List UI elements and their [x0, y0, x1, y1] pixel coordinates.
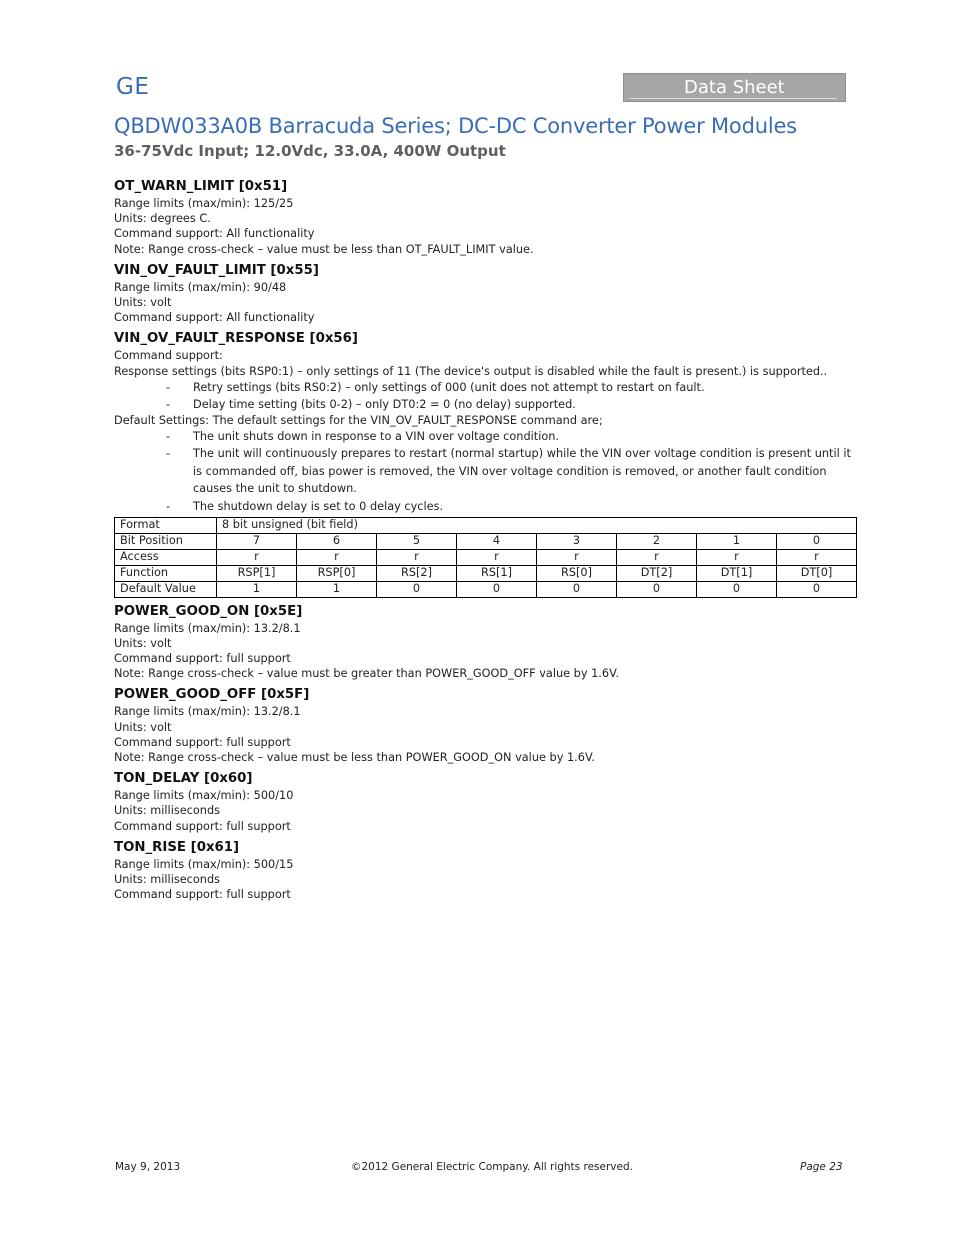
section-ot-warn-limit — [114, 179, 856, 257]
note-line: Note: Range cross-check – value must be less than POWER_GOOD_ON value by 1.6V. — [114, 750, 595, 764]
note-line: Note: Range cross-check – value must be less than OT_FAULT_LIMIT value. — [114, 242, 534, 256]
command-support-line: Command support: full support — [114, 888, 291, 902]
bullet-dash: - — [166, 499, 171, 513]
table-cell: 0 — [457, 581, 537, 597]
list-item-text: The shutdown delay is set to 0 delay cycles. — [193, 499, 444, 513]
table-row — [115, 565, 857, 581]
table-cell-label: Access — [115, 549, 217, 565]
range-limits-line: Range limits (max/min): 500/10 — [114, 789, 294, 803]
table-cell: 0 — [377, 581, 457, 597]
table-cell: r — [537, 549, 617, 565]
table-cell: 7 — [217, 533, 297, 549]
table-row — [115, 581, 857, 597]
table-cell: 0 — [777, 533, 857, 549]
bullet-dash: - — [166, 380, 171, 394]
section-heading: POWER_GOOD_OFF [0x5F] — [114, 687, 310, 703]
range-limits-line: Range limits (max/min): 90/48 — [114, 280, 287, 294]
footer-page-number: Page 23 — [800, 1161, 843, 1173]
section-vin-ov-fault-response — [114, 331, 856, 597]
bit-field-table — [114, 517, 857, 598]
section-ton-delay — [114, 771, 856, 834]
section-vin-ov-fault-limit — [114, 263, 856, 326]
table-cell: r — [217, 549, 297, 565]
list-item-text: The unit will continuously prepares to restart (normal startup) while the VIN over voltage condition is present until it is commanded off, bias power is removed, the VIN over voltage condition is removed, or another fault condition causes the unit to shutdown. — [193, 447, 851, 496]
table-cell: 0 — [697, 581, 777, 597]
table-cell: RS[1] — [457, 565, 537, 581]
section-heading: TON_DELAY [0x60] — [114, 771, 253, 787]
bullet-dash: - — [166, 430, 171, 444]
command-support-line: Command support: All functionality — [114, 311, 315, 325]
table-row — [115, 549, 857, 565]
table-cell: 0 — [617, 581, 697, 597]
command-support-line: Command support: full support — [114, 735, 291, 749]
ge-logo: GE — [116, 74, 150, 100]
table-cell: 1 — [697, 533, 777, 549]
table-cell: DT[2] — [617, 565, 697, 581]
bullet-dash: - — [166, 397, 171, 411]
default-settings-line: Default Settings: The default settings for the VIN_OV_FAULT_RESPONSE command are; — [114, 413, 603, 427]
section-heading: VIN_OV_FAULT_RESPONSE [0x56] — [114, 331, 358, 347]
table-cell: 2 — [617, 533, 697, 549]
units-line: Units: volt — [114, 720, 172, 734]
response-settings-line: Response settings (bits RSP0:1) – only settings of 11 (The device's output is disabled while the fault is present.) is supported.. — [114, 364, 828, 378]
list-item-text: Retry settings (bits RS0:2) – only settings of 000 (unit does not attempt to restart on fault. — [193, 380, 705, 394]
section-power-good-off — [114, 687, 856, 765]
section-ton-rise — [114, 840, 856, 903]
table-cell: 0 — [537, 581, 617, 597]
table-cell: r — [457, 549, 537, 565]
units-line: Units: volt — [114, 636, 172, 650]
table-cell: RS[0] — [537, 565, 617, 581]
table-cell: r — [297, 549, 377, 565]
bullet-dash: - — [166, 447, 171, 461]
list-item — [114, 445, 856, 498]
section-heading: VIN_OV_FAULT_LIMIT [0x55] — [114, 262, 319, 278]
section-heading: OT_WARN_LIMIT [0x51] — [114, 179, 288, 194]
command-support-line: Command support: full support — [114, 819, 291, 833]
note-line: Note: Range cross-check – value must be greater than POWER_GOOD_OFF value by 1.6V. — [114, 667, 619, 681]
table-cell: 1 — [297, 581, 377, 597]
tab-underline — [630, 98, 837, 99]
table-cell: DT[0] — [777, 565, 857, 581]
table-row — [115, 533, 857, 549]
table-cell: 5 — [377, 533, 457, 549]
table-cell-label: Format — [115, 517, 217, 533]
table-cell: DT[1] — [697, 565, 777, 581]
table-cell: 4 — [457, 533, 537, 549]
table-cell: 0 — [777, 581, 857, 597]
section-power-good-on — [114, 604, 856, 682]
command-support-line: Command support: — [114, 349, 223, 363]
page-content — [114, 179, 856, 902]
table-cell-label: Bit Position — [115, 533, 217, 549]
table-cell: RS[2] — [377, 565, 457, 581]
section-heading: TON_RISE [0x61] — [114, 839, 240, 855]
data-sheet-tab — [623, 73, 846, 102]
table-cell: r — [617, 549, 697, 565]
range-limits-line: Range limits (max/min): 13.2/8.1 — [114, 621, 301, 635]
table-cell: r — [697, 549, 777, 565]
section-heading: POWER_GOOD_ON [0x5E] — [114, 603, 303, 619]
command-support-line: Command support: All functionality — [114, 227, 315, 241]
command-support-line: Command support: full support — [114, 651, 291, 665]
list-item — [114, 428, 856, 445]
footer-copyright: ©2012 General Electric Company. All rights reserved. — [351, 1161, 633, 1173]
table-cell: 3 — [537, 533, 617, 549]
table-row-format — [115, 517, 857, 533]
table-cell: r — [377, 549, 457, 565]
list-item — [114, 396, 856, 413]
table-cell-format-value: 8 bit unsigned (bit field) — [217, 517, 857, 533]
list-item-text: The unit shuts down in response to a VIN over voltage condition. — [193, 430, 560, 444]
list-item-text: Delay time setting (bits 0-2) – only DT0:2 = 0 (no delay) supported. — [193, 397, 576, 411]
list-item — [114, 498, 856, 515]
table-cell-label: Default Value — [115, 581, 217, 597]
list-item — [114, 379, 856, 396]
table-cell: RSP[0] — [297, 565, 377, 581]
table-cell-label: Function — [115, 565, 217, 581]
document-title: QBDW033A0B Barracuda Series; DC-DC Converter Power Modules — [114, 114, 797, 138]
data-sheet-label: Data Sheet — [684, 77, 785, 98]
table-cell: RSP[1] — [217, 565, 297, 581]
range-limits-line: Range limits (max/min): 125/25 — [114, 197, 294, 210]
footer-date: May 9, 2013 — [115, 1161, 181, 1173]
units-line: Units: milliseconds — [114, 872, 221, 886]
units-line: Units: degrees C. — [114, 212, 211, 226]
units-line: Units: milliseconds — [114, 804, 221, 818]
table-cell: 6 — [297, 533, 377, 549]
units-line: Units: volt — [114, 296, 172, 310]
table-cell: 1 — [217, 581, 297, 597]
range-limits-line: Range limits (max/min): 13.2/8.1 — [114, 705, 301, 719]
range-limits-line: Range limits (max/min): 500/15 — [114, 857, 294, 871]
table-cell: r — [777, 549, 857, 565]
document-subtitle: 36-75Vdc Input; 12.0Vdc, 33.0A, 400W Output — [114, 142, 506, 160]
